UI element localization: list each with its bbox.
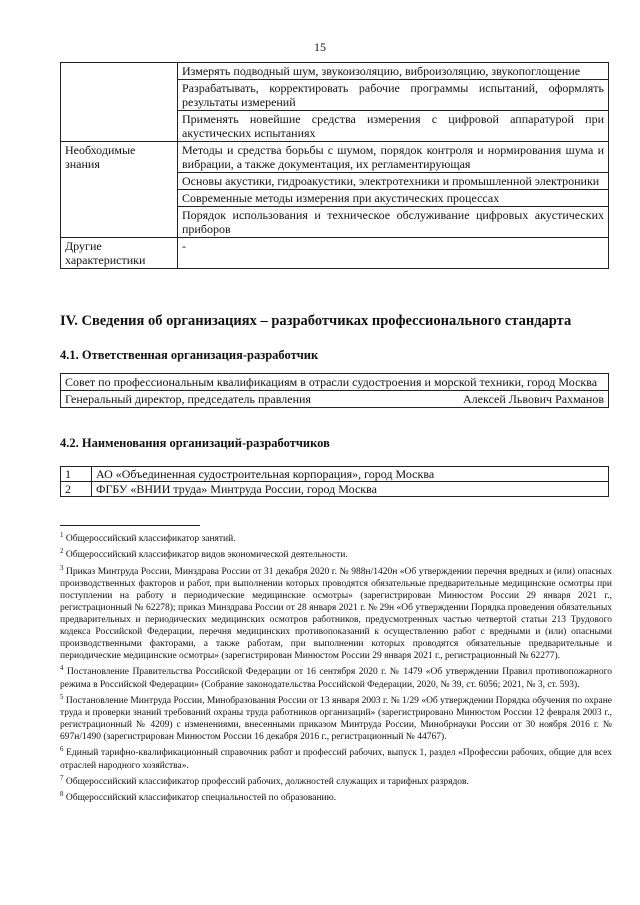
developer-name: АО «Объединенная судостроительная корпорация», город Москва: [92, 467, 609, 482]
row-label: Необходимые знания: [61, 142, 178, 238]
footnote: [60, 691, 612, 744]
table-row: [61, 142, 609, 173]
table-cell: Разрабатывать, корректировать рабочие программы испытаний, оформлять результаты измерений: [178, 80, 609, 111]
row-label: Другие характеристики: [61, 238, 178, 269]
footnote-text: Постановление Минтруда России, Минобразования России от 13 января 2003 г. № 1/29 «Об утверждении Порядка обучения по охране труда и проверки знаний требований охраны труда работников организаций» (зарегистрировано Минюстом России 12 февраля 2003 г., регистрационный № 4209) с изменениями, внесенными приказом Минтруда России, Минобрнауки России от 30 ноября 2016 г. № 697н/1490 (зарегистрирован Минюстом России 16 декабря 2016 г., регистрационный № 44767).: [60, 695, 612, 743]
footnote-mark: 4: [60, 664, 64, 673]
footnote: [60, 772, 612, 788]
director-row: [65, 392, 604, 406]
table-cell: Применять новейшие средства измерения с цифровой аппаратурой при акустических испытаниях: [178, 111, 609, 142]
row-number: 1: [61, 467, 92, 482]
footnote-text: Общероссийский классификатор занятий.: [65, 534, 236, 545]
table-row: [61, 374, 609, 391]
footnote-text: Общероссийский классификатор профессий рабочих, должностей служащих и тарифных разрядов.: [65, 776, 469, 787]
row-number: 2: [61, 482, 92, 497]
table-row: [61, 391, 609, 408]
footnote: [60, 788, 612, 804]
footnote-mark: 5: [60, 692, 64, 701]
footnote: [60, 545, 612, 561]
footnotes: [60, 529, 612, 804]
footnote-text: Приказ Минтруда России, Минздрава России от 31 декабря 2020 г. № 988н/1420н «Об утверждении перечня вредных и (или) опасных производственных факторов и работ, при выполнении которых проводятся обязательные предварительные медицинские осмотры при поступлении на работу и периодические медицинские осмотры» (зарегистрирован Минюстом России 29 января 2021 г., регистрационный № 62278); приказ Минздрава России от 28 января 2021 г. № 29н «Об утверждении Порядка проведения обязательных предварительных и периодических медицинских осмотров работников, предусмотренных частью четвертой статьи 213 Трудового кодекса Российской Федерации, перечня медицинских противопоказаний к осуществлению работ с вредными и (или) опасными производственными факторами, а также работам, при выполнении которых проводятся обязательные предварительные и периодические медицинские осмотры» (зарегистрирован Минюстом России 29 января 2021 г., регистрационный № 62277).: [60, 566, 613, 662]
competencies-table: [60, 62, 609, 269]
footnote-mark: 8: [60, 789, 64, 798]
footnote-mark: 6: [60, 745, 64, 754]
footnote-mark: 1: [60, 531, 64, 539]
table-row: [61, 482, 609, 497]
table-cell: Основы акустики, гидроакустики, электротехники и промышленной электроники: [178, 173, 609, 190]
subsection-title-developers: 4.2. Наименования организаций-разработчиков: [60, 436, 330, 450]
table-cell: Порядок использования и техническое обслуживание цифровых акустических приборов: [178, 207, 609, 238]
table-cell: Методы и средства борьбы с шумом, порядок контроля и нормирования шума и вибрации, а также документация, их регламентирующая: [178, 142, 609, 173]
developers-table: [60, 466, 609, 497]
subsection-title-responsible: 4.1. Ответственная организация-разработчик: [60, 348, 319, 362]
page-number: 15: [314, 40, 326, 54]
footnote: [60, 529, 612, 545]
responsible-org-table: [60, 373, 609, 408]
footnote-separator: [60, 525, 200, 526]
footnote-mark: 2: [60, 547, 64, 556]
table-row: [61, 238, 609, 269]
footnote: [60, 662, 612, 690]
table-cell: Измерять подводный шум, звукоизоляцию, виброизоляцию, звукопоглощение: [178, 63, 609, 80]
organization-name: Совет по профессиональным квалификациям в отрасли судостроения и морской техники, город Москва: [61, 374, 609, 391]
developer-name: ФГБУ «ВНИИ труда» Минтруда России, город Москва: [92, 482, 609, 497]
table-cell: -: [178, 238, 609, 269]
table-cell: Современные методы измерения при акустических процессах: [178, 190, 609, 207]
table-row: [61, 467, 609, 482]
footnote-mark: 3: [60, 563, 64, 572]
footnote: [60, 743, 612, 771]
director-position: Генеральный директор, председатель правления: [65, 392, 311, 406]
row-label: [61, 63, 178, 142]
section-title: IV. Сведения об организациях – разработчиках профессионального стандарта: [60, 313, 572, 329]
director-name: Алексей Львович Рахманов: [463, 392, 604, 406]
footnote-mark: 7: [60, 773, 64, 782]
footnote-text: Общероссийский классификатор специальностей по образованию.: [65, 793, 337, 804]
footnote-text: Общероссийский классификатор видов экономической деятельности.: [65, 550, 348, 561]
footnote-text: Постановление Правительства Российской Федерации от 16 сентября 2020 г. № 1479 «Об утверждении Правил противопожарного режима в Российской Федерации» (Собрание законодательства Российской Федерации, 2020, № 39, ст. 6056; 2021, № 3, ст. 593).: [60, 667, 613, 690]
table-row: [61, 63, 609, 80]
footnote-text: Единый тарифно-квалификационный справочник работ и профессий рабочих, выпуск 1, раздел «Профессии рабочих, общие для всех отраслей народного хозяйства».: [60, 748, 612, 771]
footnote: [60, 562, 612, 663]
